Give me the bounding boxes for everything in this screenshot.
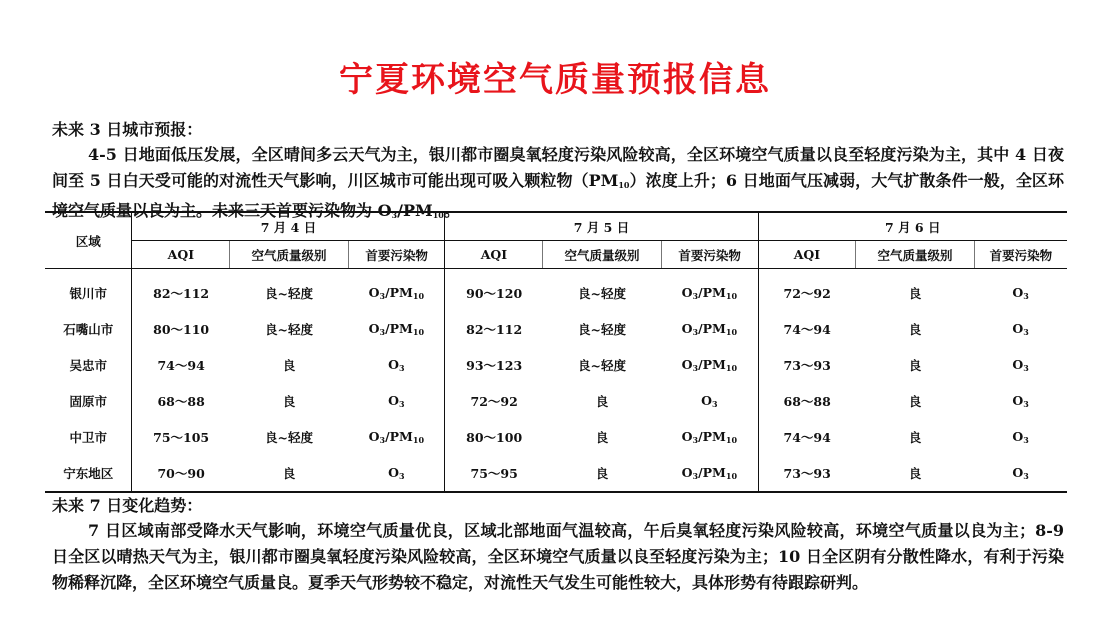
level-cell: 良 — [908, 430, 922, 445]
table-row — [45, 419, 1067, 455]
level-cell: 良 — [908, 286, 922, 301]
aqi-cell: 74～94 — [758, 311, 856, 347]
forecast3-pm-sub-a: 10 — [618, 180, 630, 190]
forecast3-text-b: ）浓度上升；6 日地面气压减弱，大气扩散条件一般，全区环境空气质量以良为主。未来三天首要污染物为 O — [52, 171, 1064, 220]
level-header: 空气质量级别 — [856, 241, 974, 269]
aqi-header: AQI — [758, 241, 856, 269]
pollutant-cell: $O_3/PM_{10}$ — [681, 429, 738, 445]
level-cell: 良~轻度 — [578, 286, 626, 301]
region-name: 石嘴山市 — [63, 322, 114, 337]
aqi-cell: 73～93 — [758, 455, 856, 492]
table-row — [45, 269, 1067, 312]
region-header: 区域 — [45, 212, 132, 269]
forecast-table — [45, 211, 1067, 493]
aqi-cell: 90～120 — [445, 269, 543, 312]
pollutant-cell: $O_3$ — [1012, 357, 1029, 373]
level-cell: 良 — [908, 322, 922, 337]
region-name: 吴忠市 — [69, 358, 107, 373]
aqi-header: AQI — [132, 241, 230, 269]
aqi-cell: 75～105 — [132, 419, 230, 455]
level-cell: 良 — [595, 394, 609, 409]
table-row — [45, 383, 1067, 419]
level-cell: 良~轻度 — [578, 322, 626, 337]
level-cell: 良 — [595, 430, 609, 445]
date-header-1: 7 月 4 日 — [132, 212, 445, 241]
level-cell: 良~轻度 — [264, 286, 313, 301]
aqi-cell: 68～88 — [132, 383, 230, 419]
forecast3-o3-sub: 3 — [391, 210, 398, 220]
pollutant-header: 首要污染物 — [348, 241, 445, 269]
pollutant-cell: $O_3$ — [1012, 393, 1029, 409]
forecast3-text-a: 4-5 日地面低压发展，全区晴间多云天气为主，银川都市圈臭氧轻度污染风险较高，全区环境空气质量以良至轻度污染为主，其中 4 日夜间至 5 日白天受可能的对流性天气影响，川区城市可能出现可吸入颗粒物（PM — [52, 145, 1064, 190]
pollutant-header: 首要污染物 — [974, 241, 1067, 269]
date-header-3: 7 月 6 日 — [758, 212, 1067, 241]
pollutant-cell: $O_3$ — [348, 455, 445, 492]
page-title: 宁夏环境空气质量预报信息 — [339, 60, 771, 100]
aqi-cell: 80～100 — [445, 419, 543, 455]
pollutant-cell: $O_3/PM_{10}$ — [681, 321, 738, 337]
aqi-cell: 70～90 — [132, 455, 230, 492]
pollutant-cell: $O_3$ — [974, 455, 1067, 492]
table-row — [45, 347, 1067, 383]
level-cell: 良~轻度 — [264, 430, 313, 445]
forecast3-pm-sub-b: 10 — [432, 210, 444, 220]
level-cell: 良 — [908, 358, 922, 373]
level-header: 空气质量级别 — [543, 241, 661, 269]
aqi-cell: 82～112 — [132, 269, 230, 312]
level-cell: 良 — [282, 358, 296, 373]
level-cell: 良 — [230, 455, 348, 492]
date-header-2: 7 月 5 日 — [445, 212, 758, 241]
level-cell: 良 — [856, 455, 974, 492]
forecast3-heading: 未来 3 日城市预报： — [52, 120, 203, 139]
level-cell: 良 — [908, 394, 922, 409]
table-row — [45, 455, 1067, 492]
aqi-cell: 74～94 — [758, 419, 856, 455]
region-name: 宁东地区 — [45, 455, 132, 492]
pollutant-cell: $O_3/PM_{10}$ — [681, 285, 738, 301]
aqi-cell: 80～110 — [132, 311, 230, 347]
level-header: 空气质量级别 — [230, 241, 348, 269]
pollutant-cell: $O_3$ — [701, 393, 718, 409]
table-row — [45, 311, 1067, 347]
region-name: 银川市 — [69, 286, 107, 301]
aqi-cell: 72～92 — [758, 269, 856, 312]
aqi-cell: 93～123 — [445, 347, 543, 383]
aqi-cell: 73～93 — [758, 347, 856, 383]
aqi-cell: 68～88 — [758, 383, 856, 419]
aqi-cell: 82～112 — [445, 311, 543, 347]
aqi-cell: 74～94 — [132, 347, 230, 383]
pollutant-cell: $O_3$ — [388, 357, 405, 373]
forecast3-slash-pm: /PM — [397, 201, 433, 220]
pollutant-cell: $O_3/PM_{10}$ — [368, 321, 425, 337]
forecast3-period: 。 — [443, 201, 460, 220]
region-name: 中卫市 — [69, 430, 107, 445]
pollutant-cell: $O_3$ — [388, 393, 405, 409]
level-cell: 良~轻度 — [264, 322, 313, 337]
level-cell: 良~轻度 — [578, 358, 626, 373]
pollutant-cell: $O_3$ — [1012, 429, 1029, 445]
aqi-cell: 75～95 — [445, 455, 543, 492]
pollutant-cell: $O_3/PM_{10}$ — [368, 429, 425, 445]
level-cell: 良 — [282, 394, 296, 409]
pollutant-cell: $O_3$ — [1012, 321, 1029, 337]
pollutant-cell: $O_3/PM_{10}$ — [681, 357, 738, 373]
pollutant-cell: $O_3$ — [1012, 285, 1029, 301]
aqi-header: AQI — [445, 241, 543, 269]
forecast7-heading: 未来 7 日变化趋势： — [52, 496, 203, 515]
level-cell: 良 — [543, 455, 661, 492]
aqi-cell: 72～92 — [445, 383, 543, 419]
pollutant-header: 首要污染物 — [661, 241, 758, 269]
pollutant-cell: $O_3/PM_{10}$ — [368, 285, 425, 301]
pollutant-cell: $O_3/PM_{10}$ — [661, 455, 758, 492]
forecast7-paragraph: 7 日区域南部受降水天气影响，环境空气质量优良，区域北部地面气温较高，午后臭氧轻度污染风险较高，环境空气质量以良为主；8-9 日全区以晴热天气为主，银川都市圈臭氧轻度污染风险较高，全区环境空气质量以良至轻度污染为主；10 日全区阴有分散性降水，有利于污染物稀释沉降，全区环境空气质量良。夏季天气形势较不稳定，对流性天气发生可能性较大，具体形势有待跟踪研判。 — [52, 521, 1064, 592]
region-name: 固原市 — [69, 394, 107, 409]
